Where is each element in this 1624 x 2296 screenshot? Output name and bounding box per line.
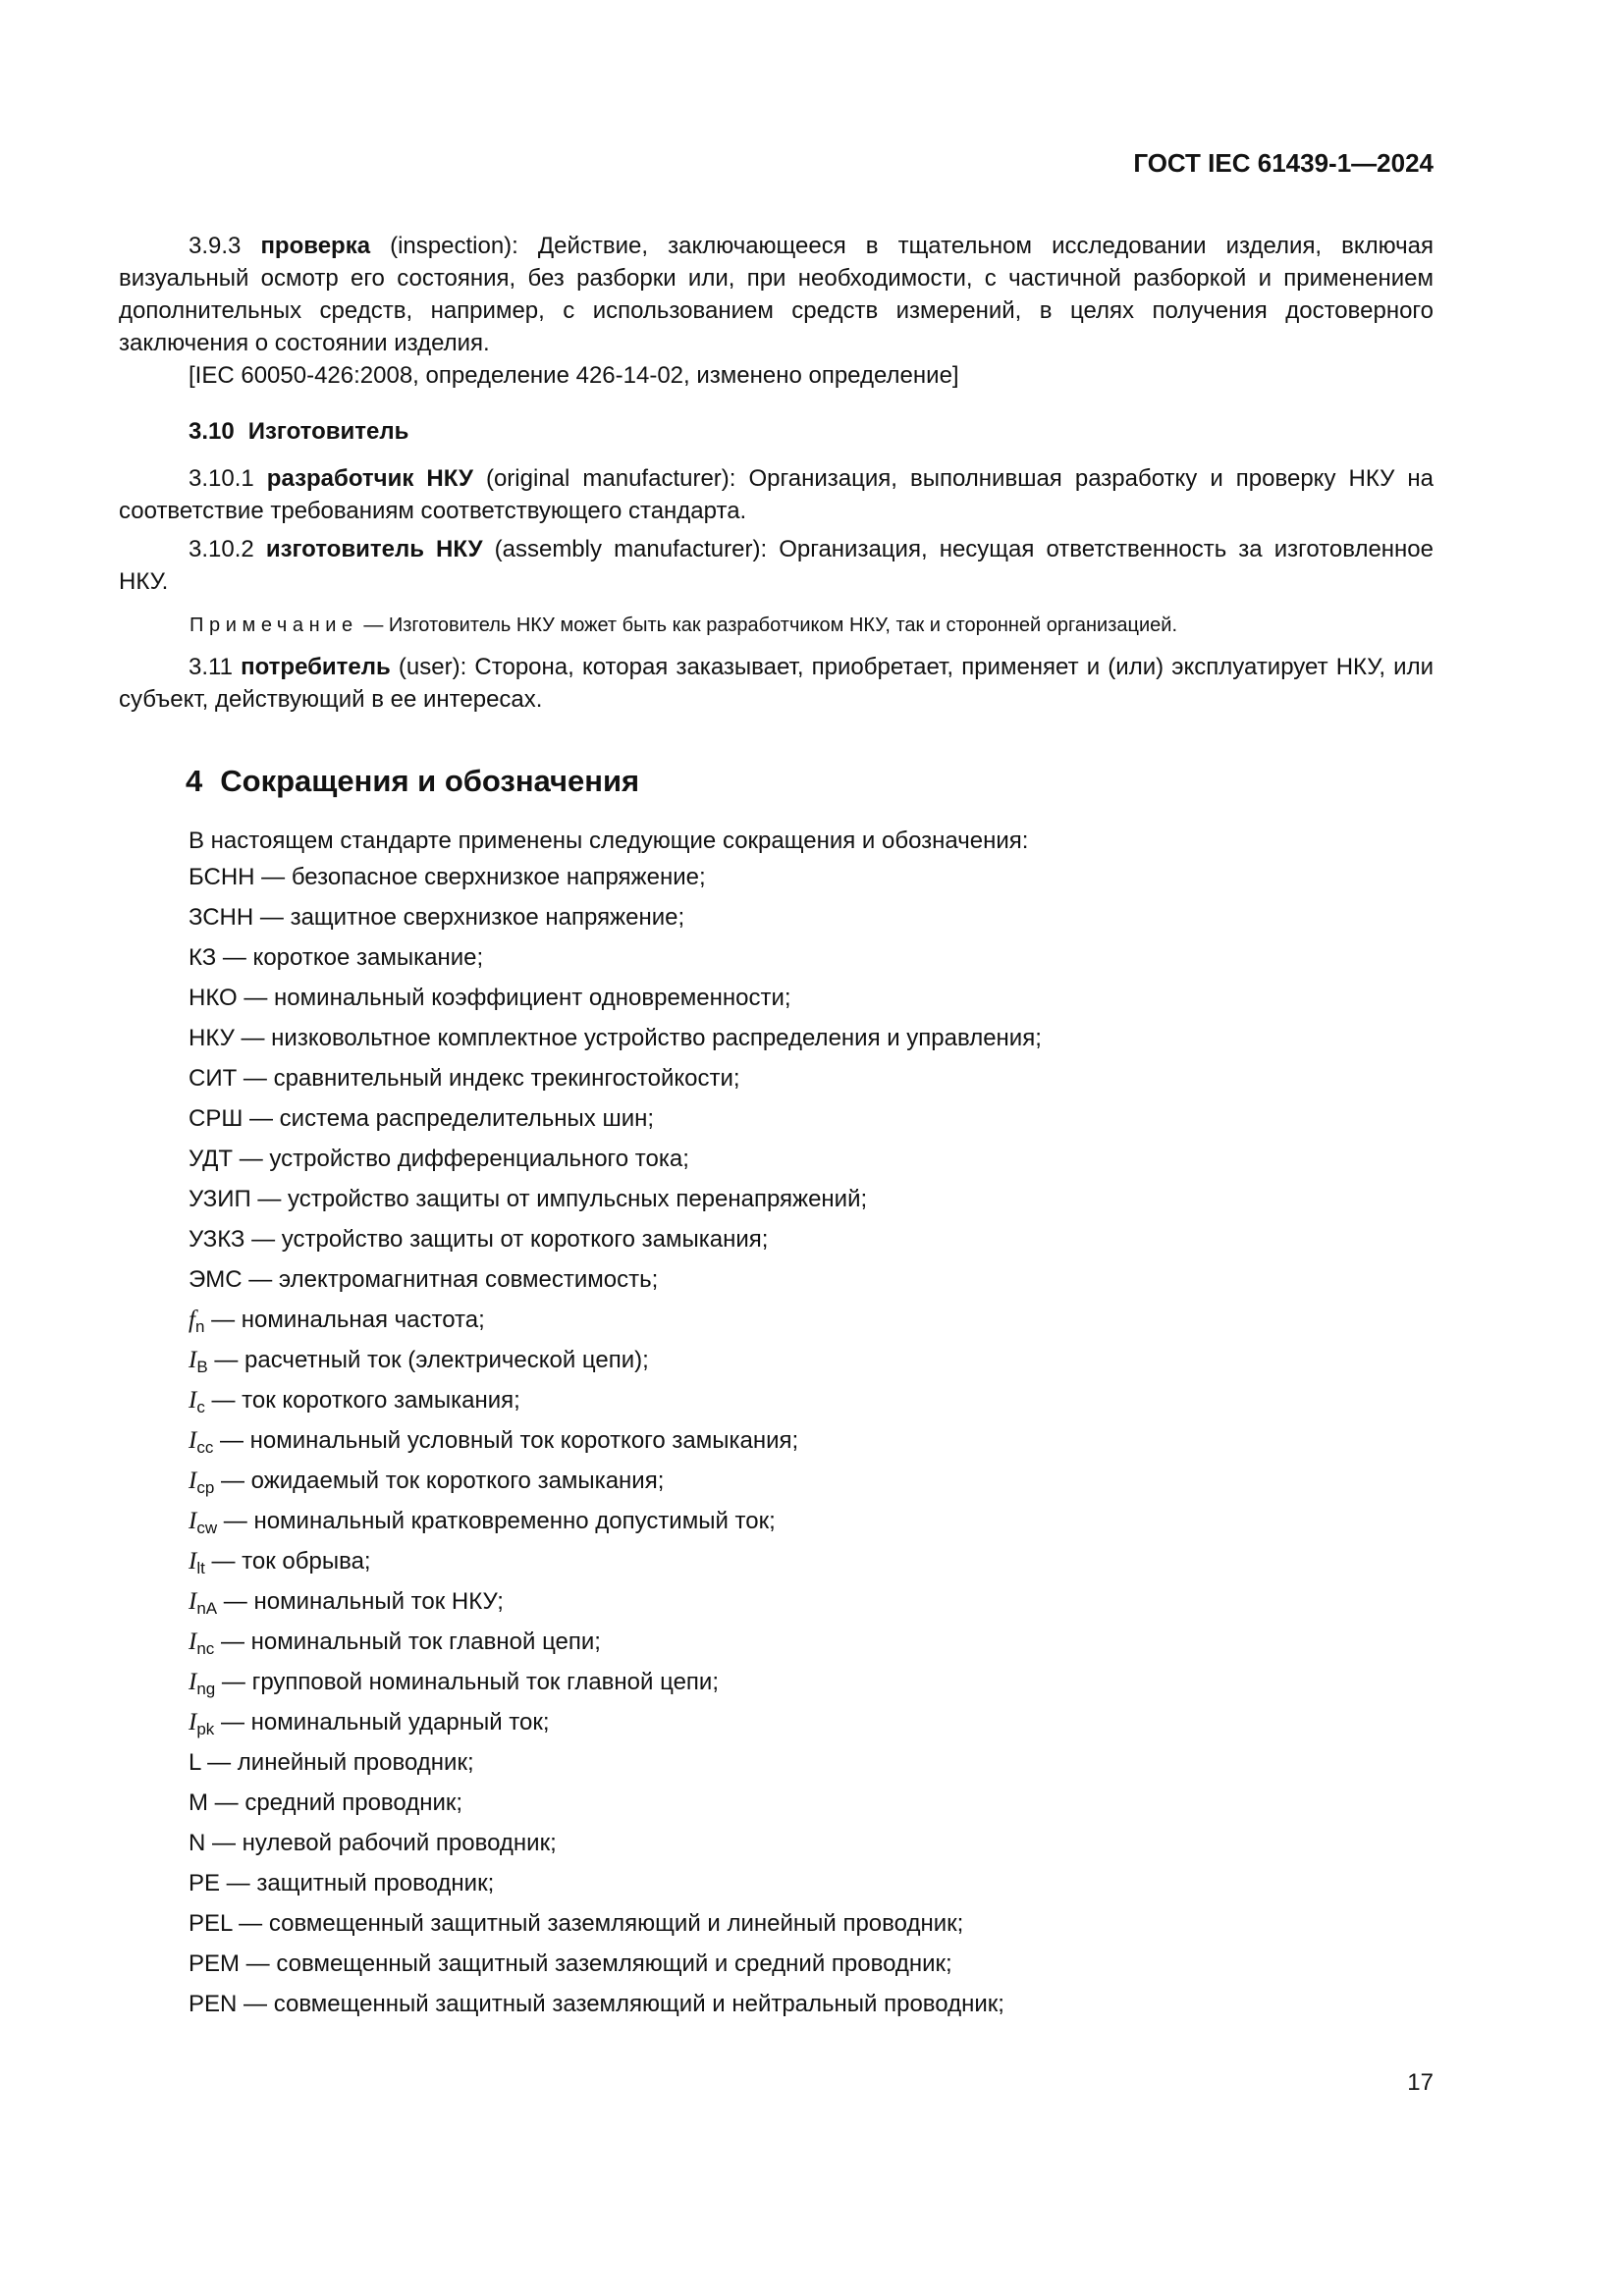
- abbr-definition: — устройство защиты от короткого замыкания;: [244, 1226, 769, 1253]
- abbr-definition: — совмещенный защитный заземляющий и линейный проводник;: [232, 1910, 964, 1937]
- abbr-definition: — безопасное сверхнизкое напряжение;: [254, 864, 706, 890]
- abbr-subscript: c: [196, 1398, 205, 1416]
- abbreviation-item: [119, 1223, 1434, 1255]
- abbr-symbol: M: [189, 1789, 208, 1816]
- note-text: — Изготовитель НКУ может быть как разработчиком НКУ, так и сторонней организацией.: [357, 614, 1177, 636]
- abbreviation-item: [119, 1626, 1434, 1658]
- abbr-definition: — устройство дифференциального тока;: [233, 1146, 689, 1172]
- running-header: ГОСТ IEC 61439-1—2024: [1133, 148, 1434, 178]
- abbr-definition: — номинальный коэффициент одновременности;: [237, 985, 791, 1011]
- abbr-symbol: L: [189, 1749, 201, 1776]
- abbreviation-item: [119, 1505, 1434, 1537]
- abbr-definition: — средний проводник;: [208, 1789, 463, 1816]
- abbreviation-item: [119, 1263, 1434, 1296]
- clause-text: (inspection): Действие, заключающееся в тщательном исследовании изделия, включая визуальный осмотр его состояния, без разборки или, при необходимости, с частичной разборкой и применением дополнительных средств, например, с использованием средств измерений, в целях получения достоверного заключения о состоянии изделия.: [119, 233, 1434, 356]
- abbr-definition: — совмещенный защитный заземляющий и нейтральный проводник;: [237, 1991, 1004, 2017]
- abbreviation-item: [119, 1304, 1434, 1336]
- abbr-subscript: cp: [196, 1478, 215, 1497]
- abbr-definition: — защитный проводник;: [220, 1870, 495, 1896]
- clause-text: (original manufacturer): Организация, выполнившая разработку и проверку НКУ на соответствие требованиям соответствующего стандарта.: [119, 465, 1434, 524]
- clause-3-10-2: [119, 533, 1434, 598]
- abbreviation-item: [119, 941, 1434, 974]
- abbreviation-item: [119, 1384, 1434, 1416]
- abbr-definition: — номинальный ударный ток;: [214, 1709, 550, 1735]
- abbr-symbol: I: [189, 1427, 197, 1454]
- abbr-symbol: I: [189, 1629, 197, 1655]
- abbreviation-item: [119, 1706, 1434, 1738]
- clause-term: потребитель: [241, 654, 391, 680]
- abbr-definition: — номинальная частота;: [204, 1307, 485, 1333]
- abbr-symbol: PEL: [189, 1910, 233, 1937]
- abbreviation-item: [119, 1022, 1434, 1054]
- abbr-symbol: НКО: [189, 985, 238, 1011]
- clause-term: изготовитель НКУ: [265, 536, 483, 562]
- abbr-definition: — совмещенный защитный заземляющий и средний проводник;: [240, 1950, 952, 1977]
- clause-term: разработчик НКУ: [266, 465, 473, 492]
- abbr-symbol: I: [189, 1387, 197, 1414]
- abbr-symbol: БСНН: [189, 864, 255, 890]
- abbr-symbol: I: [189, 1709, 197, 1735]
- abbreviation-item: [119, 1948, 1434, 1980]
- abbreviation-item: [119, 1465, 1434, 1497]
- abbreviation-item: [119, 1666, 1434, 1698]
- clause-number: 3.10.1: [189, 465, 267, 492]
- clause-3-11: [119, 651, 1434, 716]
- clause-number: 3.9.3: [189, 233, 261, 259]
- clause-number: 3.11: [189, 654, 242, 680]
- clause-number: 3.10.2: [189, 536, 266, 562]
- abbreviation-item: [119, 1424, 1434, 1457]
- abbr-symbol: PEN: [189, 1991, 238, 2017]
- abbr-definition: — групповой номинальный ток главной цепи;: [215, 1669, 719, 1695]
- clause-term: проверка: [260, 233, 371, 259]
- abbreviation-item: [119, 1907, 1434, 1940]
- abbr-symbol: I: [189, 1588, 197, 1615]
- abbr-symbol: PE: [189, 1870, 221, 1896]
- note-label: Примечание: [189, 614, 358, 636]
- abbreviation-item: [119, 1102, 1434, 1135]
- abbr-symbol: УЗКЗ: [189, 1226, 245, 1253]
- abbr-definition: — система распределительных шин;: [243, 1105, 655, 1132]
- abbr-definition: — низковольтное комплектное устройство распределения и управления;: [234, 1025, 1042, 1051]
- abbr-subscript: nA: [196, 1599, 218, 1618]
- abbreviation-item: [119, 1344, 1434, 1376]
- abbr-symbol: УДТ: [189, 1146, 234, 1172]
- abbr-symbol: КЗ: [189, 944, 217, 971]
- abbr-definition: — ток обрыва;: [204, 1548, 371, 1575]
- abbr-subscript: B: [196, 1358, 208, 1376]
- abbr-definition: — устройство защиты от импульсных перенапряжений;: [250, 1186, 868, 1212]
- abbreviation-item: [119, 1585, 1434, 1618]
- abbr-definition: — расчетный ток (электрической цепи);: [207, 1347, 649, 1373]
- abbr-definition: — ток короткого замыкания;: [204, 1387, 520, 1414]
- abbr-subscript: ng: [196, 1680, 216, 1698]
- abbr-symbol: СРШ: [189, 1105, 244, 1132]
- abbr-symbol: I: [189, 1669, 197, 1695]
- abbreviation-item: [119, 901, 1434, 934]
- heading-3-10: [119, 415, 1434, 448]
- abbreviation-item: [119, 1988, 1434, 2020]
- heading-title: Сокращения и обозначения: [220, 764, 640, 798]
- abbr-symbol: f: [189, 1307, 195, 1333]
- abbr-symbol: НКУ: [189, 1025, 235, 1051]
- abbr-definition: — сравнительный индекс трекингостойкости;: [237, 1065, 740, 1092]
- abbr-subscript: lt: [196, 1559, 205, 1577]
- heading-title: Изготовитель: [247, 418, 409, 445]
- page-number: 17: [1407, 2069, 1434, 2096]
- abbr-subscript: cc: [196, 1438, 214, 1457]
- heading-number: 4: [186, 764, 203, 798]
- abbreviation-item: [119, 1867, 1434, 1899]
- abbreviation-item: [119, 1062, 1434, 1095]
- abbr-definition: — нулевой рабочий проводник;: [205, 1830, 557, 1856]
- abbreviation-item: [119, 1746, 1434, 1779]
- clause-text: (assembly manufacturer): Организация, несущая ответственность за изготовленное НКУ.: [119, 536, 1435, 595]
- clause-text: (user): Сторона, которая заказывает, приобретает, применяет и (или) эксплуатирует НКУ, или субъект, действующий в ее интересах.: [119, 654, 1434, 713]
- abbr-definition: — защитное сверхнизкое напряжение;: [253, 904, 685, 931]
- clause-3-9-3: [119, 230, 1434, 359]
- abbr-symbol: I: [189, 1468, 197, 1494]
- abbr-definition: — линейный проводник;: [200, 1749, 474, 1776]
- abbr-subscript: cw: [196, 1519, 218, 1537]
- abbr-symbol: PEM: [189, 1950, 241, 1977]
- note-paragraph: [119, 611, 1434, 640]
- abbr-definition: — электромагнитная совместимость;: [242, 1266, 659, 1293]
- abbr-definition: — номинальный ток НКУ;: [217, 1588, 504, 1615]
- abbr-symbol: УЗИП: [189, 1186, 251, 1212]
- abbreviation-item: [119, 982, 1434, 1014]
- abbr-definition: — номинальный ток главной цепи;: [214, 1629, 601, 1655]
- abbr-definition: — ожидаемый ток короткого замыкания;: [214, 1468, 665, 1494]
- abbr-definition: — номинальный условный ток короткого замыкания;: [213, 1427, 799, 1454]
- clause-3-9-3-source: [IEC 60050-426:2008, определение 426-14-02, изменено определение]: [189, 362, 959, 389]
- abbreviation-item: [119, 1545, 1434, 1577]
- heading-number: 3.10: [189, 418, 235, 445]
- abbreviation-item: [119, 1827, 1434, 1859]
- abbreviation-item: [119, 1143, 1434, 1175]
- heading-section-4: [119, 762, 1434, 801]
- abbr-symbol: СИТ: [189, 1065, 238, 1092]
- abbr-symbol: ЗСНН: [189, 904, 254, 931]
- abbreviation-item: [119, 1183, 1434, 1215]
- abbr-symbol: ЭМС: [189, 1266, 243, 1293]
- section-4-intro: В настоящем стандарте применены следующие сокращения и обозначения:: [189, 828, 1029, 854]
- abbreviation-item: [119, 861, 1434, 893]
- abbr-symbol: I: [189, 1508, 197, 1534]
- abbr-symbol: N: [189, 1830, 206, 1856]
- abbr-symbol: I: [189, 1347, 197, 1373]
- page-content: [119, 0, 1434, 2020]
- clause-3-10-1: [119, 462, 1434, 527]
- abbreviation-item: [119, 1787, 1434, 1819]
- abbr-subscript: n: [194, 1317, 205, 1336]
- abbr-definition: — короткое замыкание;: [216, 944, 484, 971]
- abbr-definition: — номинальный кратковременно допустимый ток;: [217, 1508, 776, 1534]
- abbr-subscript: pk: [196, 1720, 215, 1738]
- abbr-symbol: I: [189, 1548, 197, 1575]
- abbr-subscript: nc: [196, 1639, 215, 1658]
